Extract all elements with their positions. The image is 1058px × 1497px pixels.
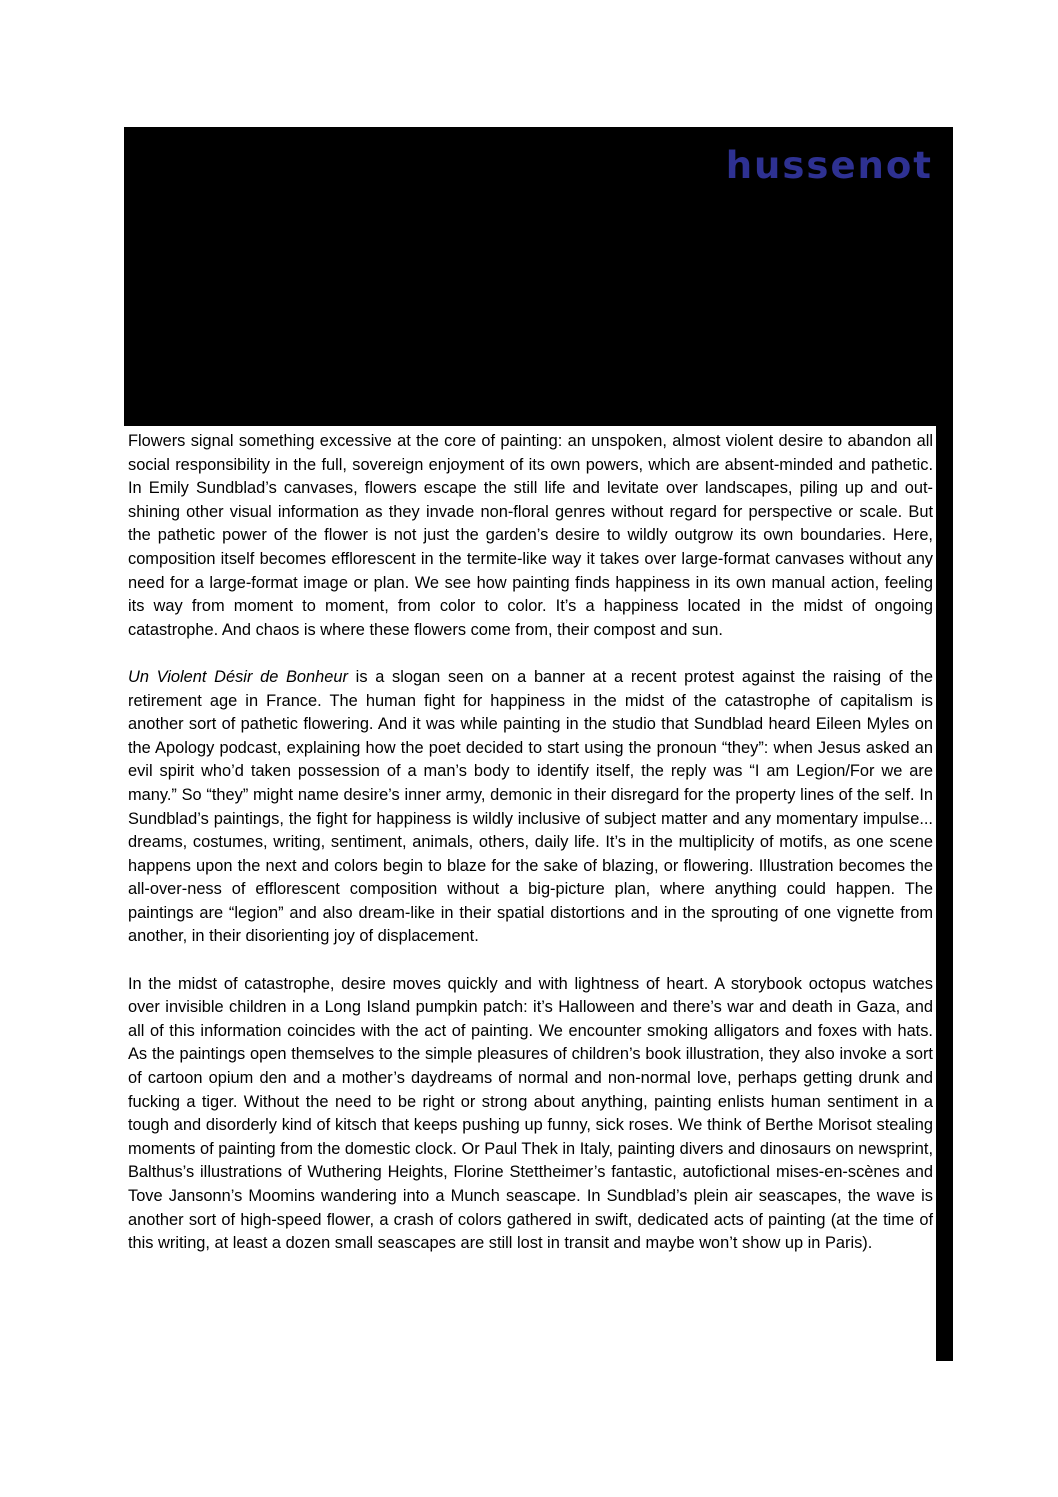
paragraph-1: Flowers signal something excessive at the core of painting: an unspoken, almost violent desire to abandon all social responsibility in the full, sovereign enjoyment of its own powers, which are absent-minded and pathetic. In Emily Sundblad’s canvases, flowers escape the still life and levitate over landscapes, piling up and out-shining other visual information as they invade non-floral genres without regard for perspective or scale. But the pathetic power of the flower is not just the garden’s desire to wildly outgrow its own boundaries. Here, composition itself becomes efflorescent in the termite-like way it takes over large-format canvases without any need for a large-format image or plan. We see how painting finds happiness in its own manual action, feeling its way from moment to moment, from color to color. It’s a happiness located in the midst of ongoing catastrophe. And chaos is where these flowers come from, their compost and sun. bbox=[128, 432, 933, 639]
slogan-title: Un Violent Désir de Bonheur bbox=[128, 667, 348, 686]
paragraph-3: In the midst of catastrophe, desire moves quickly and with lightness of heart. A storybook octopus watches over invisible children in a Long Island pumpkin patch: it’s Halloween and there’s war and death in Gaza, and all of this information coincides with the act of painting. We encounter smoking alligators and foxes with hats. As the paintings open themselves to the simple pleasures of children’s book illustration, they also invoke a sort of cartoon opium den and a mother’s daydreams of normal and non-normal love, perhaps getting drunk and fucking a tiger. Without the need to be right or strong about anything, painting enlists human sentiment in a tough and disorderly kind of kitsch that keeps pushing up funny, sick roses. We think of Berthe Morisot stealing moments of painting from the domestic clock. Or Paul Thek in Italy, painting divers and dinosaurs on newsprint, Balthus’s illustrations of Wuthering Heights, Florine Stettheimer’s fantastic, autofictional mises-en-scènes and Tove Jansonn’s Moomins wandering into a Munch seascape. In Sundblad’s plein air seascapes, the wave is another sort of high-speed flower, a crash of colors gathered in swift, dedicated acts of painting (at the time of this writing, at least a dozen small seascapes are still lost in transit and maybe won’t show up in Paris). bbox=[128, 974, 933, 1253]
right-margin-bar bbox=[936, 426, 953, 1361]
header-banner bbox=[124, 127, 953, 426]
essay-body bbox=[128, 430, 933, 1256]
paragraph-2-text: is a slogan seen on a banner at a recent protest against the raising of the retirement age in France. The human fight for happiness in the midst of the catastrophe of capitalism is another sort of pathetic flowering. And it was while painting in the studio that Sundblad heard Eileen Myles on the Apology podcast, explaining how the poet decided to start using the pronoun “they”: when Jesus asked an evil spirit who’d taken possession of a man’s body to identify itself, the reply was “I am Legion/For we are many.” So “they” might name desire’s inner army, demonic in their disregard for the property lines of the self. In Sundblad’s paintings, the fight for happiness is wildly inclusive of subject matter and any momentary impulse... dreams, costumes, writing, sentiment, animals, others, daily life. It’s in the multiplicity of motifs, as one scene happens upon the next and colors begin to blaze for the sake of blazing, or flowering. Illustration becomes the all-over-ness of efflorescent composition without a big-picture plan, where anything could happen. The paintings are “legion” and also dream-like in their spatial distortions and in the sprouting of one vignette from another, in their disorienting joy of displacement. bbox=[128, 667, 933, 946]
gallery-logo: hussenot bbox=[725, 144, 933, 187]
paragraph-2 bbox=[128, 666, 933, 949]
